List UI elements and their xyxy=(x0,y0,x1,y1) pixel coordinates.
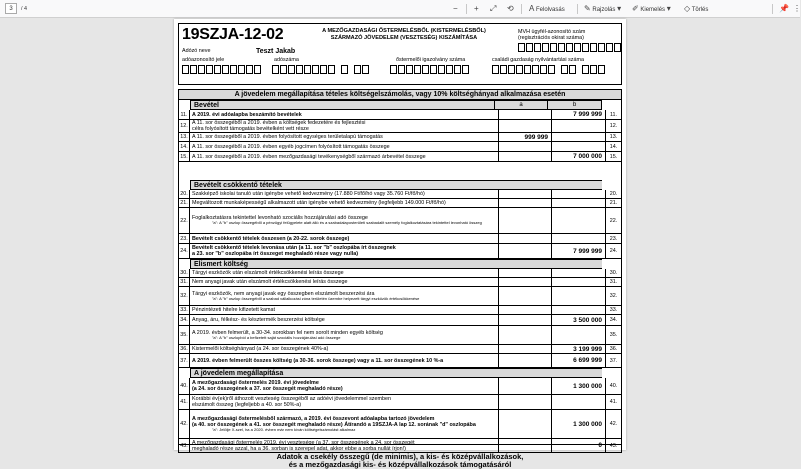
bottom-section-title-2: és a mezőgazdasági kis- és középvállalkozások támogatásáról xyxy=(288,460,512,469)
table-row xyxy=(178,395,622,410)
taxpayer-name[interactable]: Teszt Jakab xyxy=(256,48,296,55)
zoom-out-button[interactable]: − xyxy=(453,4,458,13)
row-number: 11. xyxy=(178,110,190,119)
table-row xyxy=(178,120,622,133)
toolbar-divider xyxy=(577,4,578,14)
column-a-cell[interactable] xyxy=(498,199,552,207)
row-text-1: Tárgyi eszközök után elszámolt értékcsökkenési leírás összege xyxy=(192,270,344,276)
row-number-right: 40. xyxy=(606,378,622,394)
read-aloud-icon: A xyxy=(529,4,535,13)
column-a-cell[interactable] xyxy=(498,208,552,233)
row-text-1: Bevételt csökkentő tételek levonása után (a 11. sor "b" oszlopába írt összegnek xyxy=(192,245,396,251)
column-a-cell[interactable] xyxy=(498,326,552,344)
row-number-right: 11. xyxy=(606,110,622,119)
row-number: 40. xyxy=(178,378,190,394)
row-description xyxy=(192,190,492,198)
row-text-1: A mezőgazdasági őstermelés 2019. évi vesztesége (a 37. sor összegének a 24. sor összegét xyxy=(192,439,415,446)
rotate-icon[interactable]: ⟲ xyxy=(507,4,514,13)
row-description xyxy=(192,378,492,394)
row-number-right: 20. xyxy=(606,190,622,198)
row-description xyxy=(192,199,492,207)
producer-card-cells[interactable] xyxy=(390,65,470,74)
more-icon[interactable]: ⋮ xyxy=(793,4,801,13)
row-description xyxy=(192,439,492,452)
table-row xyxy=(178,234,622,244)
row-number: 33. xyxy=(178,306,190,314)
chevron-down-icon: ▾ xyxy=(666,4,671,13)
column-b-cell[interactable] xyxy=(552,395,606,409)
table-row xyxy=(178,208,622,234)
column-a-cell[interactable] xyxy=(498,378,552,394)
row-text-2: meghaladó része azzal, ha a 36. sorban is szerepel adat, akkor ebbe a sorba nullát írjon!) xyxy=(192,445,406,452)
column-a-cell[interactable] xyxy=(498,306,552,314)
adozo-neve-label: Adózó neve xyxy=(182,48,211,54)
section-bevetelt-csokkento: Bevételt csökkentő tételek xyxy=(190,180,602,190)
column-b-cell[interactable]: 3 199 999 xyxy=(552,345,606,353)
row-text-1: Pénzintézeti hitelre kifizetett kamat xyxy=(192,307,275,313)
row-number: 34. xyxy=(178,315,190,325)
row-number-right: 35. xyxy=(606,326,622,344)
column-a-cell[interactable] xyxy=(498,315,552,325)
row-number: 22. xyxy=(178,208,190,233)
column-b-cell[interactable] xyxy=(552,133,606,141)
row-text-1: Szakképző iskolai tanuló után igénybe vehető kedvezmény (17.880 Ft/fő/hó vagy 35.760 Ft/fő/hó) xyxy=(192,191,425,197)
row-note: "a": Jelölje X-szel, ha a 2020. évben már nem kíván költségelszámolást alkalmaz xyxy=(212,426,356,432)
zoom-in-button[interactable]: + xyxy=(474,4,479,13)
row-text-1: A 2019. évben felmerült, a 30-34. sorokban fel nem sorolt minden egyéb költség xyxy=(192,329,383,336)
column-b-cell[interactable]: 7 999 999 xyxy=(552,110,606,119)
toolbar-divider xyxy=(466,4,467,14)
row-number: 30. xyxy=(178,269,190,277)
table-row xyxy=(178,378,622,395)
bottom-section-title-1: Adatok a csekély összegű (de minimis), a kis- és középvállalkozások, xyxy=(276,452,524,461)
draw-button[interactable]: ✎ Rajzolás ▾ xyxy=(584,4,622,13)
row-description xyxy=(192,152,492,161)
column-a-cell[interactable] xyxy=(498,395,552,409)
column-b-cell[interactable] xyxy=(552,234,606,243)
row-text-1: A 11. sor összegéből a 2019. évben mezőgazdasági tevékenységből származó árbevétel összege xyxy=(192,153,426,160)
column-a-cell[interactable] xyxy=(498,439,552,452)
table-row xyxy=(178,326,622,345)
row-number: 31. xyxy=(178,278,190,286)
row-number-right: 14. xyxy=(606,142,622,151)
row-text-1: Megváltozott munkaképességű alkalmazott után igénybe vehető kedvezmény (legfeljebb 149.000 Ft/fő/hó) xyxy=(192,200,446,206)
row-number: 13. xyxy=(178,133,190,141)
row-text-1: Anyag, áru, félkész- és késztermék beszerzési költsége xyxy=(192,317,325,323)
tax-id-cells[interactable] xyxy=(182,65,262,74)
column-a-cell[interactable] xyxy=(498,120,552,132)
page-total: / 4 xyxy=(21,6,27,12)
column-b-cell[interactable]: 3 500 000 xyxy=(552,315,606,325)
table-row xyxy=(178,439,622,453)
row-number: 20. xyxy=(178,190,190,198)
mvh-cells[interactable] xyxy=(518,43,622,52)
table-row xyxy=(178,315,622,326)
row-description xyxy=(192,306,492,314)
column-a-cell[interactable] xyxy=(498,234,552,243)
pin-icon[interactable]: 📌 xyxy=(779,4,789,13)
row-description xyxy=(192,234,492,243)
row-number-right: 33. xyxy=(606,306,622,314)
column-a-cell[interactable] xyxy=(498,410,552,438)
row-description xyxy=(192,269,492,277)
column-b-cell[interactable] xyxy=(552,199,606,207)
form-code: 19SZJA-12-02 xyxy=(182,26,284,43)
row-number-right: 13. xyxy=(606,133,622,141)
column-b-cell[interactable] xyxy=(552,269,606,277)
row-text-1: Tárgyi eszközök, nem anyagi javak egy összegben elszámolt beszerzési ára xyxy=(192,290,375,297)
row-description xyxy=(192,287,492,305)
column-b-cell[interactable] xyxy=(552,120,606,132)
row-text-1: A 11. sor összegéből a 2019. évben egyéb jogcímen folyósított támogatás összege xyxy=(192,143,390,150)
row-number-right: 37. xyxy=(606,354,622,367)
column-b-cell[interactable] xyxy=(552,278,606,286)
row-number: 37. xyxy=(178,354,190,367)
table-row xyxy=(178,244,622,259)
row-text-1: Foglalkoztatásra tekintettel levonható szociális hozzájárulási adó összege xyxy=(192,215,368,222)
pdf-page xyxy=(174,19,626,469)
table-row xyxy=(178,152,622,162)
row-text-2: (a 40. sor összegének a 41. sor összegét meghaladó része) Átírandó a 19SZJA-A lap 12. sorának "d" oszlopába xyxy=(192,421,476,428)
table-row xyxy=(178,142,622,152)
column-b-cell[interactable]: 0 xyxy=(552,439,606,452)
row-text-1: Korábbi év(ek)ről áthozott veszteség összegéből az adóévi jövedelemmel szemben xyxy=(192,396,391,402)
row-description xyxy=(192,278,492,286)
table-row xyxy=(178,199,622,208)
row-number-right: 24. xyxy=(606,244,622,258)
column-b-header: b xyxy=(548,100,602,110)
row-note: "a": A "b" oszlop összegéből a szabad vállalkozási zóna területén üzembe helyezett tárgyi eszközök értékcsökkenése xyxy=(212,295,420,301)
row-note: "a": A "b" oszlop összegéből a pénzügyi felügyelete alatt álló és a szabadalaposterületi szabadalit személy foglalkoztatására tekintettel levonható összeg xyxy=(212,220,482,226)
page-number-input[interactable]: 3 xyxy=(5,3,17,14)
column-b-cell[interactable] xyxy=(552,142,606,151)
column-a-cell[interactable] xyxy=(498,354,552,367)
row-text-2: (a 24. sor összegének a 37. sor összegét meghaladó része) xyxy=(192,386,343,392)
column-a-cell[interactable] xyxy=(498,110,552,119)
table-row xyxy=(178,410,622,439)
row-description xyxy=(192,354,492,367)
row-number: 36. xyxy=(178,345,190,353)
row-description xyxy=(192,133,492,141)
row-description xyxy=(192,410,492,438)
row-text-1: A mezőgazdasági őstermelés 2019. évi jövedelme xyxy=(192,380,319,386)
section-bevetel: Bevétel xyxy=(190,100,602,110)
tax-number-cells[interactable] xyxy=(272,65,370,74)
row-description xyxy=(192,208,492,233)
row-description xyxy=(192,395,492,409)
adoazonosito-label: adóazonosító jele xyxy=(182,57,225,63)
row-number: 35. xyxy=(178,326,190,344)
adoszama-label: adószáma xyxy=(274,57,299,63)
row-text-1: Bevételt csökkentő tételek összesen (a 20-22. sorok összege) xyxy=(192,235,350,242)
column-b-cell[interactable] xyxy=(552,287,606,305)
row-number: 12. xyxy=(178,120,190,132)
row-number-right: 41. xyxy=(606,395,622,409)
read-aloud-button[interactable]: A Felolvasás xyxy=(529,4,565,13)
row-number-right: 34. xyxy=(606,315,622,325)
row-text-1: A 2019. évben felmerült összes költség (a 30-36. sorok összege) vagy a 11. sor összegének 10 %-a xyxy=(192,357,444,364)
column-a-cell[interactable] xyxy=(498,269,552,277)
row-number: 21. xyxy=(178,199,190,207)
family-farm-cells[interactable] xyxy=(492,65,606,74)
row-number-right: 43. xyxy=(606,439,622,452)
column-a-cell[interactable] xyxy=(498,244,552,258)
eraser-icon: ◇ xyxy=(684,4,691,13)
column-b-cell[interactable]: 7 000 000 xyxy=(552,152,606,161)
row-text-1: Nem anyagi javak után elszámolt értékcsökkenési leírás összege xyxy=(192,279,348,285)
toolbar-divider xyxy=(772,4,773,14)
table-row xyxy=(178,306,622,315)
main-header: A jövedelem megállapítása tételes költségelszámolás, vagy 10% költséghányad alkalmazása esetén xyxy=(178,89,622,100)
column-a-cell[interactable] xyxy=(498,345,552,353)
highlighter-icon: ✐ xyxy=(632,4,639,13)
row-number-right: 31. xyxy=(606,278,622,286)
column-b-cell[interactable] xyxy=(552,208,606,233)
chevron-down-icon: ▾ xyxy=(617,4,622,13)
column-b-cell[interactable] xyxy=(552,326,606,344)
row-number-right: 23. xyxy=(606,234,622,243)
csaladi-label: családi gazdaság nyilvántartási száma xyxy=(492,57,584,63)
row-number: 43. xyxy=(178,439,190,452)
row-number-right: 42. xyxy=(606,410,622,438)
row-number: 15. xyxy=(178,152,190,161)
row-text-2: célra folyósított támogatás bevételként vett része xyxy=(192,126,309,132)
row-number-right: 22. xyxy=(606,208,622,233)
row-description xyxy=(192,315,492,325)
row-description xyxy=(192,142,492,151)
column-a-cell[interactable] xyxy=(498,278,552,286)
column-b-cell[interactable] xyxy=(552,190,606,198)
column-a-cell[interactable] xyxy=(498,152,552,161)
row-number-right: 15. xyxy=(606,152,622,161)
column-b-cell[interactable]: 1 300 000 xyxy=(552,410,606,438)
row-description xyxy=(192,345,492,353)
row-text-1: Kistermelői költséghányad (a 24. sor összegének 40%-a) xyxy=(192,346,329,352)
fit-page-icon[interactable]: ⤢ xyxy=(490,4,497,13)
row-number: 42. xyxy=(178,410,190,438)
row-number-right: 30. xyxy=(606,269,622,277)
column-b-cell[interactable]: 6 699 999 xyxy=(552,354,606,367)
column-a-cell[interactable]: 999 999 xyxy=(498,133,552,141)
section-jovedelem: A jövedelem megállapítása xyxy=(190,368,602,378)
toolbar-divider xyxy=(521,4,522,14)
column-b-cell[interactable]: 7 999 999 xyxy=(552,244,606,258)
row-number: 23. xyxy=(178,234,190,243)
row-number: 41. xyxy=(178,395,190,409)
table-row xyxy=(178,278,622,287)
row-text-2: elszámolt összeg (legfeljebb a 40. sor 50%-a) xyxy=(192,402,302,408)
column-b-cell[interactable] xyxy=(552,306,606,314)
table-row xyxy=(178,287,622,306)
section-elismert-koltseg: Elismert költség xyxy=(190,259,602,269)
mvh-label: MVH ügyfél-azonosító szám (regisztrációs okirat száma) xyxy=(518,29,586,41)
column-a-cell[interactable] xyxy=(498,190,552,198)
row-number-right: 21. xyxy=(606,199,622,207)
table-row xyxy=(178,110,622,120)
column-a-cell[interactable] xyxy=(498,142,552,151)
row-text-1: A 2019. évi adóalapba beszámító bevételek xyxy=(192,111,302,118)
row-text-2: a 23. sor "b" oszlopába írt összeget meghaladó része vagy nulla) xyxy=(192,251,358,257)
table-row xyxy=(178,190,622,199)
erase-button[interactable]: ◇ Törlés xyxy=(684,4,709,13)
form-title: A MEZŐGAZDASÁGI ŐSTERMELÉSBŐL (KISTERMELÉSBŐL) SZÁRMAZÓ JÖVEDELEM (VESZTESÉG) KISZÁMÍTÁSA xyxy=(322,28,486,41)
row-number: 14. xyxy=(178,142,190,151)
row-number-right: 36. xyxy=(606,345,622,353)
highlight-button[interactable]: ✐ Kiemelés ▾ xyxy=(632,4,671,13)
row-text-1: A 11. sor összegéből a 2019. évben folyósított egységes területalapú támogatás xyxy=(192,134,383,140)
row-number: 32. xyxy=(178,287,190,305)
row-number: 24. xyxy=(178,244,190,258)
row-description xyxy=(192,326,492,344)
pdf-toolbar xyxy=(0,0,800,18)
table-row xyxy=(178,354,622,368)
table-row xyxy=(178,345,622,354)
column-a-cell[interactable] xyxy=(498,287,552,305)
table-row xyxy=(178,133,622,142)
row-description xyxy=(192,244,492,258)
pen-icon: ✎ xyxy=(584,4,591,13)
column-b-cell[interactable]: 1 300 000 xyxy=(552,378,606,394)
row-description xyxy=(192,120,492,132)
column-a-header: a xyxy=(494,100,548,110)
row-note: "a": A "b" oszlopból a befizetett saját szociális hozzájárulási adó összege xyxy=(212,334,341,340)
row-text-1: A mezőgazdasági őstermelésből származó, a 2019. évi összevont adóalapba tartozó jövedelem xyxy=(192,415,435,422)
row-number-right: 32. xyxy=(606,287,622,305)
table-row xyxy=(178,269,622,278)
row-description xyxy=(192,110,492,119)
ostermeloi-label: őstermelői igazolvány száma xyxy=(396,57,466,63)
row-number-right: 12. xyxy=(606,120,622,132)
row-text-1: A 11. sor összegéből a 2019. évben a költségek fedezetére és fejlesztési xyxy=(192,120,366,126)
